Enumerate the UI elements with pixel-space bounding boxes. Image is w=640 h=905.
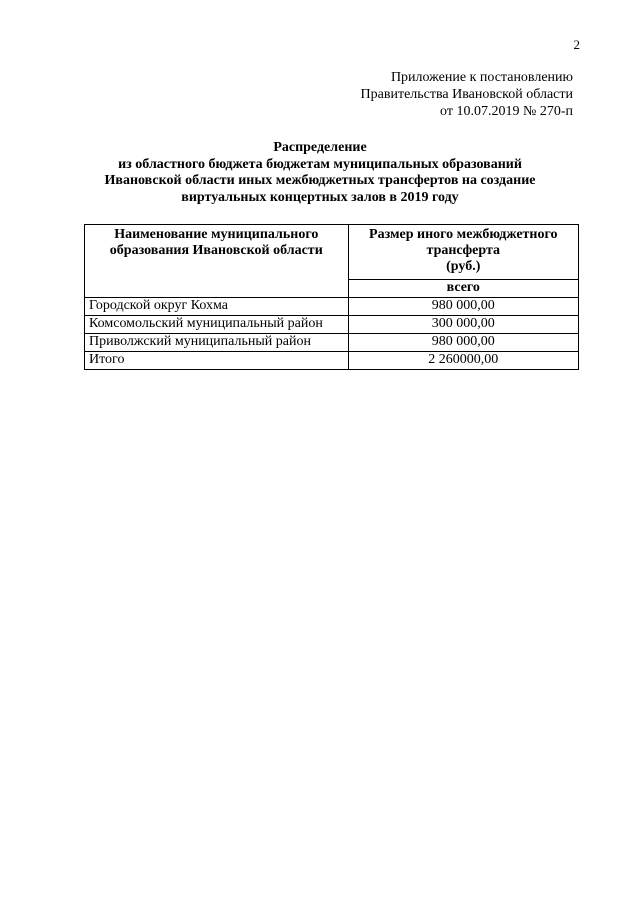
header-amount-line-1: Размер иного межбюджетного — [369, 227, 558, 242]
row-transfer-amount: 980 000,00 — [348, 298, 578, 316]
header-total: всего — [348, 280, 578, 298]
table-total-row — [85, 352, 579, 370]
total-label: Итого — [85, 352, 349, 370]
title-line-1: Распределение — [273, 140, 367, 155]
total-amount: 2 260000,00 — [348, 352, 578, 370]
page-number: 2 — [573, 37, 580, 52]
row-transfer-amount: 980 000,00 — [348, 334, 578, 352]
header-municipality — [85, 225, 349, 298]
table-row — [85, 298, 579, 316]
transfers-table — [84, 224, 579, 370]
row-municipality-name: Городской округ Кохма — [85, 298, 349, 316]
appendix-reference — [243, 69, 573, 120]
header-municipality-line-1: Наименование муниципального — [114, 227, 319, 242]
row-transfer-amount: 300 000,00 — [348, 316, 578, 334]
title-line-3: Ивановской области иных межбюджетных трансфертов на создание — [104, 173, 536, 188]
title-line-4: виртуальных концертных залов в 2019 году — [181, 189, 459, 205]
appendix-line-2: Правительства Ивановской области — [360, 87, 573, 102]
title-line-2: из областного бюджета бюджетам муниципальных образований — [118, 156, 522, 172]
table-row — [85, 334, 579, 352]
header-transfer-amount — [348, 225, 578, 280]
header-amount-line-3: (руб.) — [446, 259, 481, 274]
header-amount-line-2: трансферта — [426, 243, 501, 258]
row-municipality-name: Комсомольский муниципальный район — [85, 316, 349, 334]
appendix-line-1: Приложение к постановлению — [390, 70, 573, 85]
header-municipality-line-2: образования Ивановской области — [109, 243, 323, 258]
appendix-line-3: от 10.07.2019 № 270-п — [440, 104, 573, 119]
row-municipality-name: Приволжский муниципальный район — [85, 334, 349, 352]
table-header-row — [85, 225, 579, 280]
table-row — [85, 316, 579, 334]
document-title — [60, 140, 580, 206]
